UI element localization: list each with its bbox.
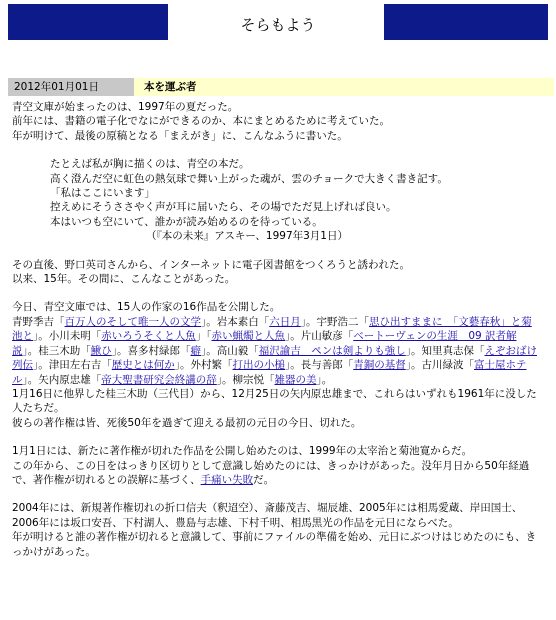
work-link[interactable]: ベートーヴェンの生涯 09 訳者解説 xyxy=(12,330,517,357)
entry-date: 2012年01月01日 xyxy=(8,78,134,96)
text-line: 以来、15年。その間に、こんなことがあった。 xyxy=(12,273,236,286)
works-text: 」。喜多村緑郎「 xyxy=(111,344,191,357)
header-right-block xyxy=(384,4,548,40)
text-line: 2004年には、新規著作権切れの折口信夫（釈迢空）、斎藤茂吉、堀辰雄、2005年には相馬愛蔵、岸田国士、2006年には坂口安吾、下村湖人、豊島与志雄、下村千明、相馬黒光の作品を元日にならべた。 xyxy=(12,502,523,529)
failure-link[interactable]: 手痛い失敗 xyxy=(200,473,254,486)
works-text: 」。高山毅「 xyxy=(201,344,259,357)
work-link[interactable]: 六日月 xyxy=(269,315,301,328)
works-text: 」。 xyxy=(316,373,333,386)
quote-line: 「私はここにいます」 xyxy=(50,187,155,200)
text-fragment: だ。 xyxy=(253,473,275,486)
text-line: 年が明けて、最後の原稿となる「まえがき」に、こんなふうに書いた。 xyxy=(12,129,348,142)
works-text: 」。宇野浩二「 xyxy=(300,315,369,328)
works-text: 」。外村繁「 xyxy=(174,359,233,372)
text-line: その直後、野口英司さんから、インターネットに電子図書館をつくろうと誘われた。 xyxy=(12,258,411,271)
paragraph-history xyxy=(12,444,540,487)
works-text: 」。小川未明「 xyxy=(33,330,102,343)
text-line: 1月1日には、新たに著作権が切れた作品を公開し始めたのは、1999年の太宰治と菊池寛からだ。 xyxy=(12,445,473,458)
works-list xyxy=(12,316,537,386)
work-link[interactable]: 赤いろうそくと人魚 xyxy=(101,330,196,343)
work-link[interactable]: 癖 xyxy=(190,344,201,357)
site-header xyxy=(0,0,556,44)
works-text: 」。岩本素白「 xyxy=(201,315,270,328)
works-text: 」。片山敏彦「 xyxy=(285,330,354,343)
works-text: 」。古川緑波「 xyxy=(405,359,474,372)
entry-header xyxy=(8,78,554,96)
text-line xyxy=(12,460,529,486)
text-line: 1月16日に他界した桂三木助（三代目）から、12月25日の矢内原忠雄まで、これらはいずれも1961年に没した人たちだ。 xyxy=(12,387,537,415)
work-link[interactable]: 鰍ひ xyxy=(90,344,112,357)
quote-line: 本はいつも空にいて、誰かが読み始めるのを待っている。 xyxy=(50,215,323,228)
paragraph-intro xyxy=(12,100,540,143)
work-link[interactable]: 打出の小槌 xyxy=(232,359,285,372)
works-text: 」。桂三木助「 xyxy=(22,344,91,357)
work-link[interactable]: 百万人のそして唯一人の文学 xyxy=(64,315,201,328)
works-text: 青野季吉「 xyxy=(12,315,65,328)
works-text: 」。長与善郎「 xyxy=(285,359,354,372)
work-link[interactable]: 福沢諭吉 ペンは剣よりも強し xyxy=(258,344,406,357)
entry-title: 本を運ぶ者 xyxy=(134,78,554,96)
text-line: 年が明けると誰の著作権が切れると意識して、事前にファイルの準備を始め、元日にぶつけはじめたのにも、きっかけがあった。 xyxy=(12,531,537,558)
work-link[interactable]: 赤い蝋燭と人魚 xyxy=(211,330,285,343)
entry-body xyxy=(12,100,540,573)
text-line: 今日、青空文庫では、15人の作家の16作品を公開した。 xyxy=(12,301,281,314)
quote-line: たとえば私が胸に描くのは、青空の本だ。 xyxy=(50,158,250,171)
work-link[interactable]: 青銅の基督 xyxy=(353,359,406,372)
quote-citation: （『本の未来』アスキー、1997年3月1日） xyxy=(146,230,348,243)
work-link[interactable]: 歴史とは何か xyxy=(111,359,175,372)
work-link[interactable]: 思ひ出すままに 「文藝春秋」と菊池と xyxy=(12,315,532,343)
quote-line: 高く澄んだ空に虹色の熱気球で舞い上がった魂が、雲のチョークで大きく書き記す。 xyxy=(50,172,448,185)
work-link[interactable]: 雑器の美 xyxy=(274,373,317,386)
text-line: 前年には、書籍の電子化でなにができるのか、本にまとめるために考えていた。 xyxy=(12,115,390,128)
works-text: 」。柳宗悦「 xyxy=(216,373,275,386)
site-title[interactable]: そらもよう xyxy=(240,16,316,34)
blockquote xyxy=(50,157,540,243)
works-text: 」。知里真志保「 xyxy=(405,344,485,357)
text-line: 彼らの著作権は皆、死後50年を過ぎて迎える最初の元日の今日、切れた。 xyxy=(12,416,362,429)
paragraph-today xyxy=(12,300,540,430)
text-line: 青空文庫が始まったのは、1997年の夏だった。 xyxy=(12,101,239,113)
works-text: 」。矢内原忠雄「 xyxy=(22,373,102,386)
work-link[interactable]: えぞおばけ列伝 xyxy=(12,344,537,372)
work-link[interactable]: 富士屋ホテル xyxy=(12,359,527,386)
work-link[interactable]: 帝大聖書研究会終講の辞 xyxy=(101,373,217,386)
paragraph-2004 xyxy=(12,501,540,559)
quote-line: 控えめにそうささやく声が耳に届いたら、その場でただ見上げれば良い。 xyxy=(50,201,397,214)
works-text: 」「 xyxy=(195,330,212,343)
text-fragment: この年から、この日をはっきり区切りとして意識し始めたのには、きっかけがあった。没年月日から50年経過で、著作権が切れるとの誤解に基づく、 xyxy=(12,459,530,486)
works-text: 」。津田左右吉「 xyxy=(33,359,112,372)
paragraph-invitation xyxy=(12,258,540,287)
